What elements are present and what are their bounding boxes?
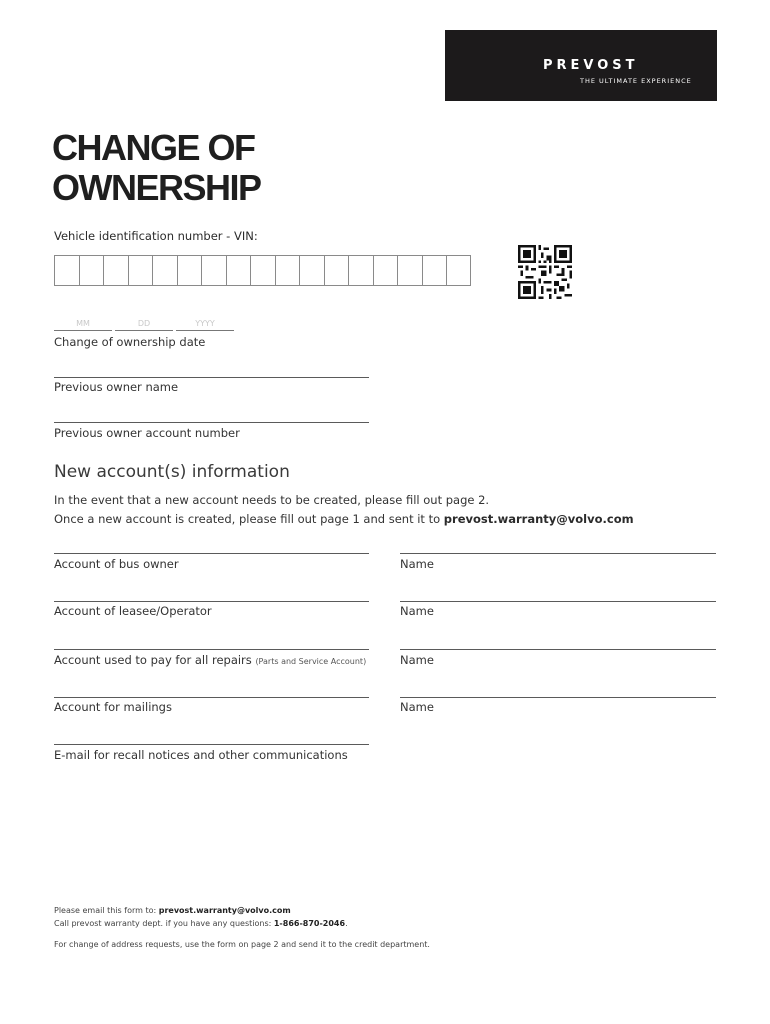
date-day-field[interactable]: DD [115,318,173,331]
bus-owner-account-label: Account of bus owner [54,557,179,571]
vin-char-box[interactable] [275,255,300,286]
title-line-1: CHANGE OF [52,127,255,168]
vin-char-box[interactable] [397,255,422,286]
leasee-account-field[interactable] [54,601,369,602]
bus-owner-name-field[interactable] [400,553,716,554]
previous-owner-name-label: Previous owner name [54,380,179,394]
repairs-account-label [54,653,366,667]
vin-char-box[interactable] [348,255,373,286]
previous-owner-account-label: Previous owner account number [54,426,240,440]
footer-phone-text: Call prevost warranty dept. if you have any questions: [54,919,274,928]
vin-char-box[interactable] [446,255,471,286]
mailings-name-field[interactable] [400,697,716,698]
vin-label: Vehicle identification number - VIN: [54,229,258,243]
footer-phone-number: 1-866-870-2046 [273,919,346,928]
vin-char-box[interactable] [54,255,79,286]
vin-input-boxes[interactable] [54,255,471,286]
vin-char-box[interactable] [226,255,251,286]
logo-wordmark: PREVOST [543,58,639,73]
repairs-account-text: Account used to pay for all repairs [54,653,252,667]
vin-char-box[interactable] [152,255,177,286]
leasee-name-field[interactable] [400,601,716,602]
intro-line-2-text: Once a new account is created, please fill out page 1 and sent it to [54,512,444,526]
ownership-date-label: Change of ownership date [54,335,206,349]
repairs-account-note: (Parts and Service Account) [255,657,367,666]
vin-char-box[interactable] [299,255,324,286]
logo-tagline: THE ULTIMATE EXPERIENCE [580,77,692,85]
new-account-heading: New account(s) information [54,462,290,482]
footer-email-link[interactable]: prevost.warranty@volvo.com [158,906,291,915]
previous-owner-name-field[interactable] [54,377,369,378]
vin-char-box[interactable] [373,255,398,286]
bus-owner-account-field[interactable] [54,553,369,554]
bus-owner-name-label: Name [400,557,434,571]
page-title [52,128,261,208]
vin-char-box[interactable] [79,255,104,286]
vin-char-box[interactable] [422,255,447,286]
new-account-intro-line-1: In the event that a new account needs to be created, please fill out page 2. [54,493,490,507]
title-line-2: OWNERSHIP [52,167,261,208]
vin-char-box[interactable] [128,255,153,286]
repairs-account-field[interactable] [54,649,369,650]
new-account-intro-line-2 [54,512,634,526]
mailings-account-field[interactable] [54,697,369,698]
qr-code-icon [518,244,572,300]
ownership-date-input[interactable] [54,318,237,331]
mailings-name-label: Name [400,700,434,714]
mailings-account-label: Account for mailings [54,700,172,714]
vin-char-box[interactable] [324,255,349,286]
footer-line-3: For change of address requests, use the form on page 2 and send it to the credit department. [54,940,430,949]
leasee-account-label: Account of leasee/Operator [54,604,212,618]
prevost-logo [445,30,717,101]
footer-phone-suffix: . [345,919,348,928]
date-month-field[interactable]: MM [54,318,112,331]
recall-email-label: E-mail for recall notices and other communications [54,748,348,762]
previous-owner-account-field[interactable] [54,422,369,423]
footer-line-2 [54,919,348,928]
vin-char-box[interactable] [250,255,275,286]
footer-line-1 [54,906,291,915]
repairs-name-field[interactable] [400,649,716,650]
vin-char-box[interactable] [177,255,202,286]
vin-char-box[interactable] [201,255,226,286]
recall-email-field[interactable] [54,744,369,745]
date-year-field[interactable]: YYYY [176,318,234,331]
repairs-name-label: Name [400,653,434,667]
warranty-email-link[interactable]: prevost.warranty@volvo.com [443,512,634,526]
vin-char-box[interactable] [103,255,128,286]
leasee-name-label: Name [400,604,434,618]
footer-email-text: Please email this form to: [54,906,159,915]
